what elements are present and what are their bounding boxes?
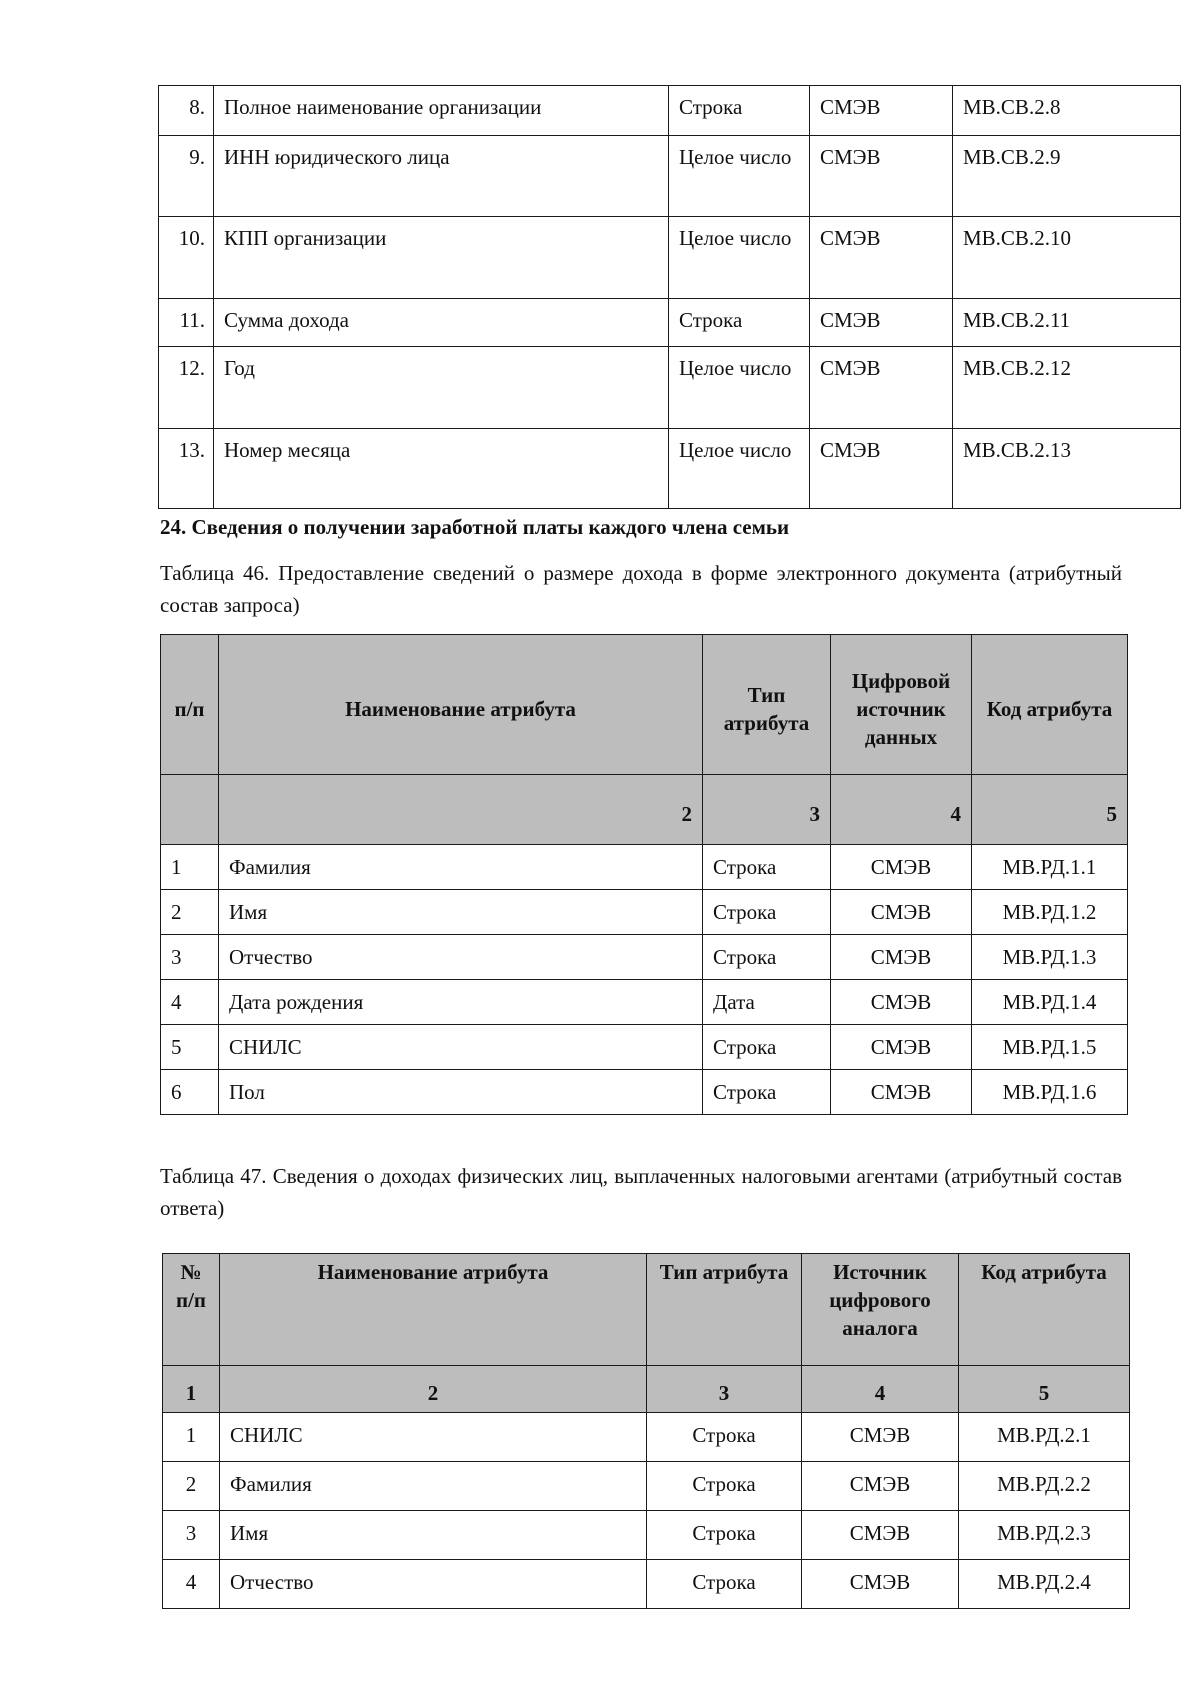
data-source: СМЭВ [831, 890, 972, 935]
row-number: 2 [163, 1462, 220, 1511]
column-header: Тип атрибута [703, 635, 831, 775]
attribute-name: Сумма дохода [214, 299, 669, 347]
attribute-type: Целое число [669, 429, 810, 509]
attribute-code: МВ.СВ.2.12 [953, 347, 1181, 429]
table-row [163, 1511, 1130, 1560]
column-header: Источник цифрового аналога [802, 1254, 959, 1366]
data-source: СМЭВ [802, 1413, 959, 1462]
attribute-code: МВ.РД.2.3 [959, 1511, 1130, 1560]
data-source: СМЭВ [802, 1462, 959, 1511]
attribute-name: КПП организации [214, 217, 669, 299]
attributes-table-continuation [158, 85, 1181, 509]
column-index: 3 [647, 1366, 802, 1413]
attribute-type: Дата [703, 980, 831, 1025]
column-header: № п/п [163, 1254, 220, 1366]
column-header: п/п [161, 635, 219, 775]
data-source: СМЭВ [831, 1070, 972, 1115]
data-source: СМЭВ [810, 299, 953, 347]
attribute-name: Отчество [220, 1560, 647, 1609]
row-number: 2 [161, 890, 219, 935]
table-row [163, 1413, 1130, 1462]
row-number: 1 [163, 1413, 220, 1462]
table-header-row [163, 1254, 1130, 1366]
table-46-caption: Таблица 46. Предоставление сведений о размере дохода в форме электронного документа (атрибутный состав запроса) [160, 561, 1122, 617]
table-row [159, 136, 1181, 217]
column-header: Наименование атрибута [220, 1254, 647, 1366]
attribute-name: Имя [219, 890, 703, 935]
attribute-code: МВ.СВ.2.9 [953, 136, 1181, 217]
attribute-name: Полное наименование организации [214, 86, 669, 136]
attribute-code: МВ.СВ.2.11 [953, 299, 1181, 347]
row-number: 9. [159, 136, 214, 217]
data-source: СМЭВ [831, 1025, 972, 1070]
attribute-name: Номер месяца [214, 429, 669, 509]
table-row [161, 935, 1128, 980]
column-index: 4 [831, 775, 972, 845]
column-index: 4 [802, 1366, 959, 1413]
column-index: 1 [163, 1366, 220, 1413]
attribute-code: МВ.СВ.2.8 [953, 86, 1181, 136]
table-47 [162, 1253, 1130, 1609]
table-row [159, 429, 1181, 509]
table-row [161, 1025, 1128, 1070]
row-number: 10. [159, 217, 214, 299]
attribute-type: Строка [703, 890, 831, 935]
column-header: Код атрибута [972, 635, 1128, 775]
attribute-type: Целое число [669, 217, 810, 299]
attribute-name: Фамилия [219, 845, 703, 890]
attribute-code: МВ.СВ.2.10 [953, 217, 1181, 299]
attribute-name: СНИЛС [220, 1413, 647, 1462]
attribute-name: Фамилия [220, 1462, 647, 1511]
table-row [161, 980, 1128, 1025]
data-source: СМЭВ [810, 347, 953, 429]
data-source: СМЭВ [810, 429, 953, 509]
attribute-code: МВ.РД.1.2 [972, 890, 1128, 935]
table-row [163, 1462, 1130, 1511]
table-row [159, 299, 1181, 347]
attribute-type: Строка [669, 86, 810, 136]
attribute-name: Год [214, 347, 669, 429]
table-row [161, 890, 1128, 935]
attribute-name: Пол [219, 1070, 703, 1115]
column-index: 2 [220, 1366, 647, 1413]
attribute-name: ИНН юридического лица [214, 136, 669, 217]
data-source: СМЭВ [810, 217, 953, 299]
data-source: СМЭВ [831, 935, 972, 980]
attribute-code: МВ.РД.1.6 [972, 1070, 1128, 1115]
attribute-type: Строка [703, 1025, 831, 1070]
column-index: 5 [959, 1366, 1130, 1413]
data-source: СМЭВ [831, 980, 972, 1025]
attribute-type: Строка [669, 299, 810, 347]
attribute-code: МВ.РД.1.3 [972, 935, 1128, 980]
data-source: СМЭВ [831, 845, 972, 890]
table-row [161, 1070, 1128, 1115]
row-number: 4 [161, 980, 219, 1025]
attribute-name: Дата рождения [219, 980, 703, 1025]
row-number: 13. [159, 429, 214, 509]
data-source: СМЭВ [802, 1560, 959, 1609]
attribute-name: Отчество [219, 935, 703, 980]
table-row [159, 347, 1181, 429]
column-header: Тип атрибута [647, 1254, 802, 1366]
attribute-code: МВ.РД.2.2 [959, 1462, 1130, 1511]
row-number: 3 [161, 935, 219, 980]
attribute-code: МВ.РД.2.4 [959, 1560, 1130, 1609]
data-source: СМЭВ [802, 1511, 959, 1560]
attribute-type: Строка [647, 1462, 802, 1511]
attribute-type: Целое число [669, 347, 810, 429]
attribute-type: Строка [703, 935, 831, 980]
row-number: 6 [161, 1070, 219, 1115]
attribute-type: Строка [703, 845, 831, 890]
column-index [161, 775, 219, 845]
row-number: 3 [163, 1511, 220, 1560]
table-row [159, 217, 1181, 299]
data-source: СМЭВ [810, 136, 953, 217]
attribute-code: МВ.РД.1.4 [972, 980, 1128, 1025]
row-number: 4 [163, 1560, 220, 1609]
row-number: 12. [159, 347, 214, 429]
column-header: Цифровой источник данных [831, 635, 972, 775]
column-index: 5 [972, 775, 1128, 845]
column-index-row [161, 775, 1128, 845]
attribute-code: МВ.РД.1.1 [972, 845, 1128, 890]
table-header-row [161, 635, 1128, 775]
data-source: СМЭВ [810, 86, 953, 136]
attribute-type: Строка [647, 1560, 802, 1609]
attribute-code: МВ.РД.2.1 [959, 1413, 1130, 1462]
column-header: Код атрибута [959, 1254, 1130, 1366]
attribute-type: Строка [703, 1070, 831, 1115]
table-47-caption: Таблица 47. Сведения о доходах физических лиц, выплаченных налоговыми агентами (атрибутный состав ответа) [160, 1164, 1122, 1220]
column-index: 3 [703, 775, 831, 845]
section-heading: 24. Сведения о получении заработной платы каждого члена семьи [160, 515, 790, 539]
row-number: 1 [161, 845, 219, 890]
attribute-code: МВ.СВ.2.13 [953, 429, 1181, 509]
attribute-type: Целое число [669, 136, 810, 217]
attribute-type: Строка [647, 1413, 802, 1462]
row-number: 8. [159, 86, 214, 136]
column-header: Наименование атрибута [219, 635, 703, 775]
row-number: 11. [159, 299, 214, 347]
table-row [163, 1560, 1130, 1609]
column-index-row [163, 1366, 1130, 1413]
attribute-type: Строка [647, 1511, 802, 1560]
attribute-name: СНИЛС [219, 1025, 703, 1070]
row-number: 5 [161, 1025, 219, 1070]
table-46 [160, 634, 1128, 1115]
attribute-name: Имя [220, 1511, 647, 1560]
table-row [159, 86, 1181, 136]
attribute-code: МВ.РД.1.5 [972, 1025, 1128, 1070]
table-row [161, 845, 1128, 890]
column-index: 2 [219, 775, 703, 845]
